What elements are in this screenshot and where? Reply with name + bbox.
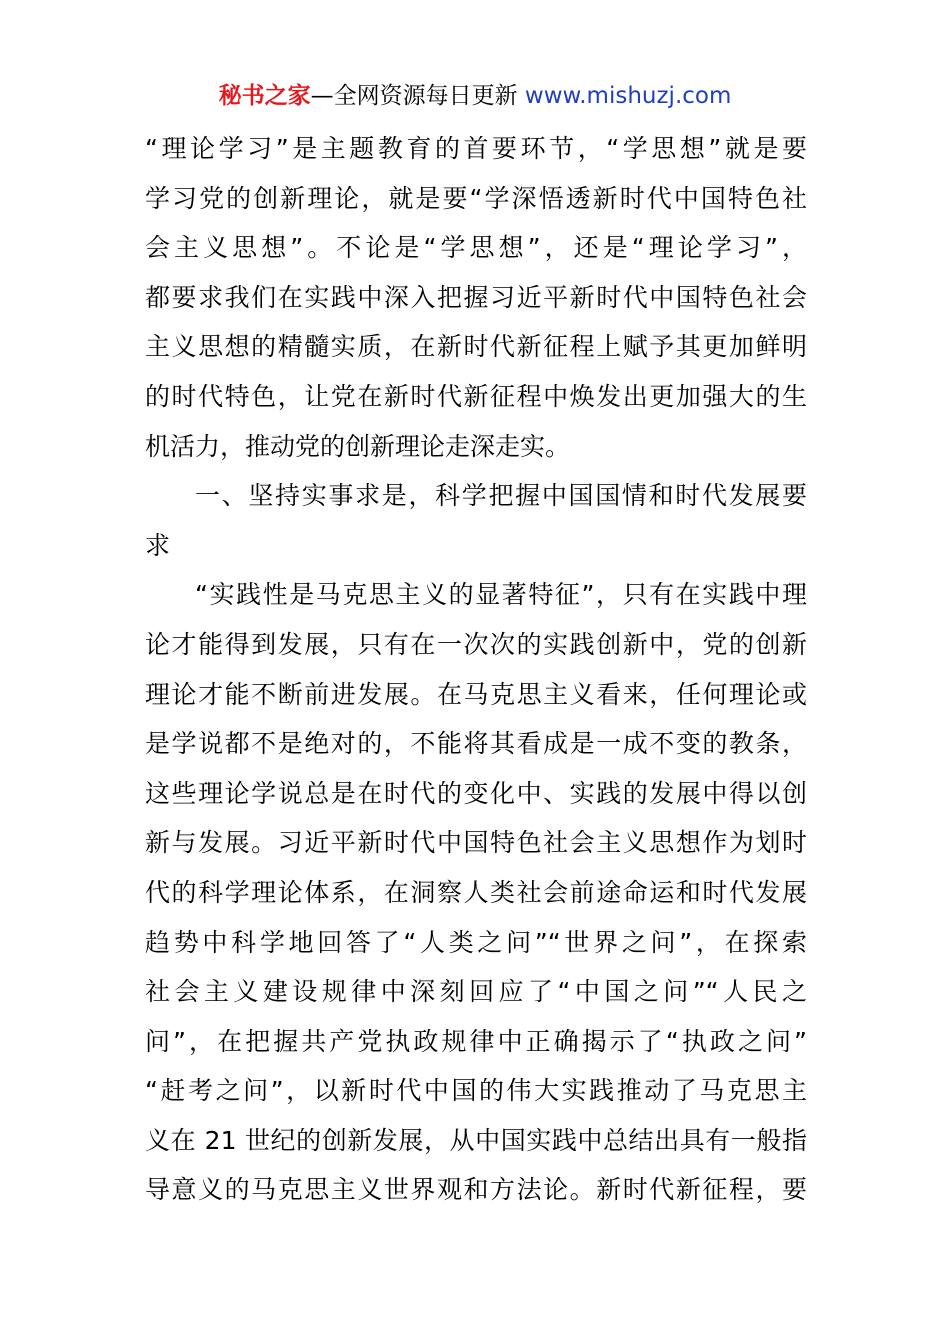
text-line: 趋势中科学地回答了“人类之问”“世界之问”，在探索 bbox=[145, 927, 807, 957]
heading-line: 一、坚持实事求是，科学把握中国国情和时代发展要 bbox=[195, 481, 807, 511]
paragraph-body bbox=[145, 570, 807, 1215]
heading-line: 求 bbox=[145, 530, 171, 560]
text-line: 的时代特色，让党在新时代新征程中焕发出更加强大的生 bbox=[145, 381, 807, 411]
site-url[interactable]: www.mishuzj.com bbox=[524, 83, 732, 109]
section-heading bbox=[145, 471, 807, 570]
text-line: 这些理论学说总是在时代的变化中、实践的发展中得以创 bbox=[145, 778, 807, 808]
text-line: “理论学习”是主题教育的首要环节，“学思想”就是要 bbox=[145, 134, 807, 163]
text-line: 主义思想的精髓实质，在新时代新征程上赋予其更加鲜明 bbox=[145, 332, 807, 362]
text-line: 机活力，推动党的创新理论走深走实。 bbox=[145, 431, 571, 461]
text-line: 新与发展。习近平新时代中国特色社会主义思想作为划时 bbox=[145, 828, 807, 858]
header-tagline: —全网资源每日更新 bbox=[310, 83, 525, 109]
text-line: 是学说都不是绝对的，不能将其看成是一成不变的教条， bbox=[145, 729, 807, 759]
text-line: 导意义的马克思主义世界观和方法论。新时代新征程，要 bbox=[145, 1175, 807, 1205]
text-line: “实践性是马克思主义的显著特征”，只有在实践中理 bbox=[195, 580, 807, 610]
site-header bbox=[0, 80, 950, 112]
text-line: 社会主义建设规律中深刻回应了“中国之问”“人民之 bbox=[145, 977, 807, 1007]
text-line: 理论才能不断前进发展。在马克思主义看来，任何理论或 bbox=[145, 679, 807, 709]
brand-name: 秘书之家 bbox=[218, 83, 311, 109]
text-line: 都要求我们在实践中深入把握习近平新时代中国特色社会 bbox=[145, 282, 807, 312]
text-line: 会主义思想”。不论是“学思想”，还是“理论学习”， bbox=[145, 233, 807, 263]
document-body bbox=[145, 124, 807, 1215]
text-line: 问”，在把握共产党执政规律中正确揭示了“执政之问” bbox=[145, 1026, 807, 1056]
text-line: 学习党的创新理论，就是要“学深悟透新时代中国特色社 bbox=[145, 183, 807, 213]
text-line: 代的科学理论体系，在洞察人类社会前途命运和时代发展 bbox=[145, 877, 807, 907]
text-line: 论才能得到发展，只有在一次次的实践创新中，党的创新 bbox=[145, 629, 807, 659]
text-line: “赶考之问”，以新时代中国的伟大实践推动了马克思主 bbox=[145, 1076, 807, 1106]
text-line: 义在 21 世纪的创新发展，从中国实践中总结出具有一般指 bbox=[145, 1125, 807, 1155]
paragraph-intro bbox=[145, 124, 807, 471]
